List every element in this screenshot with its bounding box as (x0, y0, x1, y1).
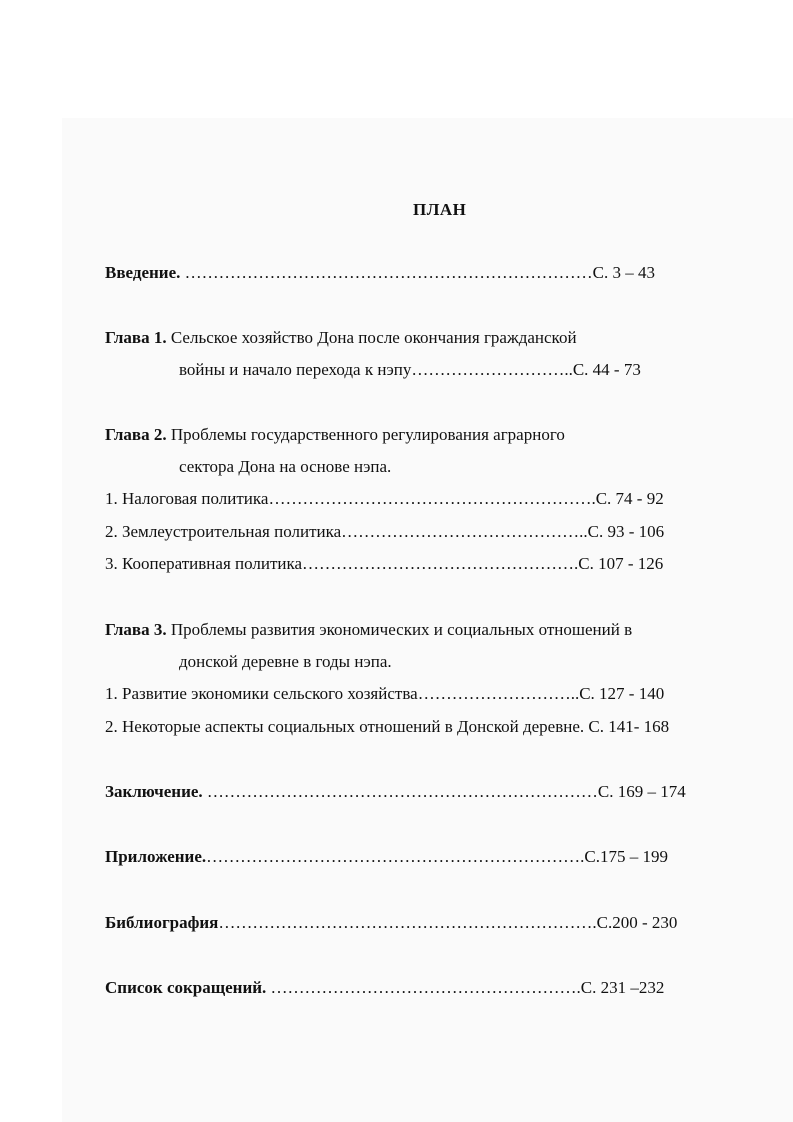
leader-dots: ……………………….. (417, 684, 580, 703)
chapter-title-line-1: Проблемы развития экономических и социальных отношений в (166, 620, 633, 639)
toc-subentry (105, 684, 664, 704)
subentry-text: 3. Кооперативная политика (105, 554, 303, 573)
chapter-title-line-1: Сельское хозяйство Дона после окончания гражданской (166, 328, 577, 347)
toc-subentry (105, 554, 663, 574)
entry-label: Введение. (105, 263, 181, 282)
chapter-label: Глава 1. (105, 328, 167, 347)
chapter-title-line-2: сектора Дона на основе нэпа. (179, 457, 392, 476)
leader-dots: …………………………………….. (341, 522, 588, 541)
page-range: С. 3 – 43 (592, 263, 655, 282)
toc-entry-chapter-3-cont (179, 652, 392, 672)
toc-subentry (105, 717, 669, 737)
toc-entry-abbreviations (105, 978, 664, 998)
toc-entry-bibliography (105, 913, 677, 933)
leader-dots: …………………………………………. (302, 554, 579, 573)
entry-label: Приложение. (105, 847, 207, 866)
leader-dots: …………………………………………………………. (218, 913, 597, 932)
page-range: С. 107 - 126 (578, 554, 664, 573)
page-range: С. 231 –232 (580, 978, 665, 997)
page-range: С.200 - 230 (596, 913, 678, 932)
toc-entry-appendix (105, 847, 668, 867)
subentry-text: 1. Налоговая политика (105, 489, 269, 508)
subentry-text: 1. Развитие экономики сельского хозяйства (105, 684, 418, 703)
leader-dots: ……………………………………………………………… (180, 263, 593, 282)
toc-entry-chapter-2 (105, 425, 565, 445)
chapter-title-line-2: войны и начало перехода к нэпу (179, 360, 412, 379)
toc-entry-chapter-2-cont (179, 457, 391, 477)
entry-label: Библиография (105, 913, 219, 932)
page-title: ПЛАН (413, 200, 467, 219)
page-range: С. 74 - 92 (595, 489, 664, 508)
toc-entry-introduction (105, 263, 655, 283)
page-range: С. 93 - 106 (587, 522, 665, 541)
leader-dots: …………………………………………………………… (202, 782, 598, 801)
entry-label: Заключение. (105, 782, 203, 801)
toc-entry-conclusion (105, 782, 686, 802)
page-range: С.175 – 199 (584, 847, 668, 866)
page-range: С. 169 – 174 (597, 782, 686, 801)
leader-dots: ………………………………………………. (266, 978, 581, 997)
toc-subentry (105, 489, 664, 509)
chapter-title-line-2: донской деревне в годы нэпа. (179, 652, 392, 671)
toc-entry-chapter-3 (105, 620, 632, 640)
leader-dots: …………………………………………………………. (206, 847, 585, 866)
chapter-title-line-1: Проблемы государственного регулирования аграрного (166, 425, 565, 444)
leader-dots: …………………………………………………. (268, 489, 596, 508)
subentry-text: 2. Землеустроительная политика (105, 522, 342, 541)
leader-dots: ……………………….. (411, 360, 573, 379)
toc-entry-chapter-1-cont (179, 360, 641, 380)
page-range: С. 141- 168 (584, 717, 670, 736)
page-range: С. 127 - 140 (579, 684, 665, 703)
entry-label: Список сокращений. (105, 978, 267, 997)
chapter-label: Глава 3. (105, 620, 167, 639)
subentry-text: 2. Некоторые аспекты социальных отношений в Донской деревне. (105, 717, 585, 736)
toc-subentry (105, 522, 664, 542)
page-range: С. 44 - 73 (572, 360, 641, 379)
toc-entry-chapter-1 (105, 328, 577, 348)
chapter-label: Глава 2. (105, 425, 167, 444)
